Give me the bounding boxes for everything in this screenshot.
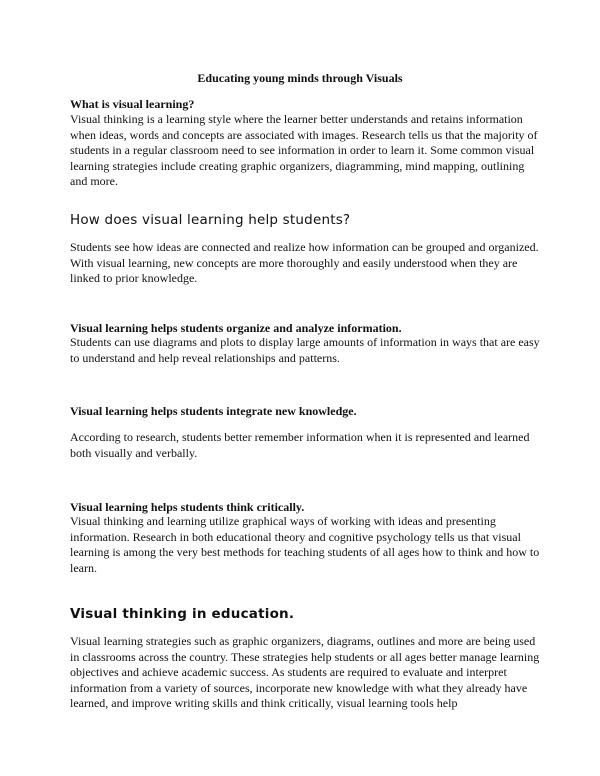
section-heading-organize-analyze: Visual learning helps students organize and analyze information.	[70, 321, 402, 335]
section-heading-what-is-visual-learning: What is visual learning?	[70, 97, 195, 111]
section-paragraph-visual-thinking-education: Visual learning strategies such as graphic organizers, diagrams, outlines and more are being used in classrooms across the country. These strategies help students or all ages better manage learning objectives and achieve academic success. As students are required to evaluate and interpret information from a variety of sources, incorporate new knowledge with what they already have learned, and improve writing skills and think critically, visual learning tools help	[70, 634, 540, 710]
section-heading-integrate-knowledge: Visual learning helps students integrate new knowledge.	[70, 404, 357, 418]
section-heading-how-does-visual-learning-help: How does visual learning help students?	[70, 212, 351, 228]
section-heading-visual-thinking-education: Visual thinking in education.	[70, 606, 295, 622]
section-heading-think-critically: Visual learning helps students think critically.	[70, 500, 305, 514]
section-paragraph-integrate-knowledge: According to research, students better remember information when it is represented and learned both visually and verbally.	[70, 430, 530, 460]
section-paragraph-how-does-visual-learning-help: Students see how ideas are connected and realize how information can be grouped and organized. With visual learning, new concepts are more thoroughly and easily understood when they are linked to prior knowledge.	[70, 240, 539, 285]
section-paragraph-what-is-visual-learning: Visual thinking is a learning style where the learner better understands and retains information when ideas, words and concepts are associated with images. Research tells us that the majority of students in a regular classroom need to see information in order to learn it. Some common visual learning strategies include creating graphic organizers, diagramming, mind mapping, outlining and more.	[70, 112, 538, 188]
section-paragraph-organize-analyze: Students can use diagrams and plots to display large amounts of information in ways that are easy to understand and help reveal relationships and patterns.	[70, 335, 540, 365]
section-paragraph-think-critically: Visual thinking and learning utilize graphical ways of working with ideas and presenting information. Research in both educational theory and cognitive psychology tells us that visual learning is among the very best methods for teaching students of all ages how to think and how to learn.	[70, 514, 540, 575]
document-title: Educating young minds through Visuals	[197, 71, 403, 85]
